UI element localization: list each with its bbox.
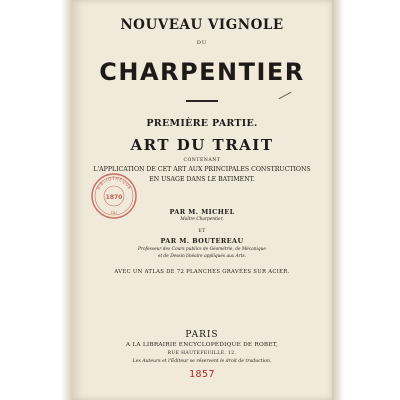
part-heading: PREMIÈRE PARTIE. (146, 118, 258, 129)
publication-year: 1857 (188, 369, 216, 380)
conjunction: ET (198, 229, 206, 234)
stamp-text-bottom: DU (110, 209, 118, 216)
title-line-2: DU (196, 40, 208, 46)
imprint-address: RUE HAUTEFEUILLE, 12. (167, 351, 237, 356)
title-line-1: NOUVEAU VIGNOLE (120, 17, 284, 33)
atlas-note: AVEC UN ATLAS DE 72 PLANCHES GRAVÉES SUR ACIER. (114, 269, 290, 275)
divider-rule (186, 100, 218, 102)
title-page (72, 0, 332, 400)
stamp-number: 1870 (105, 194, 123, 201)
author-2-title-line-2: et de Dessin linéaire appliqués aux Arts. (157, 254, 247, 259)
rights-notice: Les Auteurs et l'Éditeur se réservent le droit de traduction. (132, 359, 272, 364)
library-stamp (90, 172, 138, 220)
svg-text:DU (111, 210, 117, 215)
title-line-3: CHARPENTIER (99, 58, 305, 86)
description-line-1: L'APPLICATION DE CET ART AUX PRINCIPALES CONSTRUCTIONS (93, 166, 311, 173)
author-2-title-line-1: Professeur des Cours publics de Géométrie, de Mécanique (138, 247, 266, 252)
page-gutter (0, 0, 72, 400)
page-right-edge (332, 0, 400, 400)
ink-mark (279, 92, 292, 99)
author-2: PAR M. BOUTEREAU (160, 237, 244, 245)
main-title: ART DU TRAIT (130, 136, 274, 154)
stamp-text-top: BIBLIOTHÈQUE (96, 176, 132, 191)
contenant-label: CONTENANT (183, 158, 221, 163)
author-1: PAR M. MICHEL (169, 208, 235, 216)
description-line-2: EN USAGE DANS LE BATIMENT. (149, 176, 255, 183)
author-1-title: Maître Charpentier, (180, 217, 224, 222)
imprint-publisher: A LA LIBRAIRIE ENCYCLOPÉDIQUE DE ROBET, (125, 342, 279, 348)
imprint-city: PARIS (185, 330, 219, 340)
